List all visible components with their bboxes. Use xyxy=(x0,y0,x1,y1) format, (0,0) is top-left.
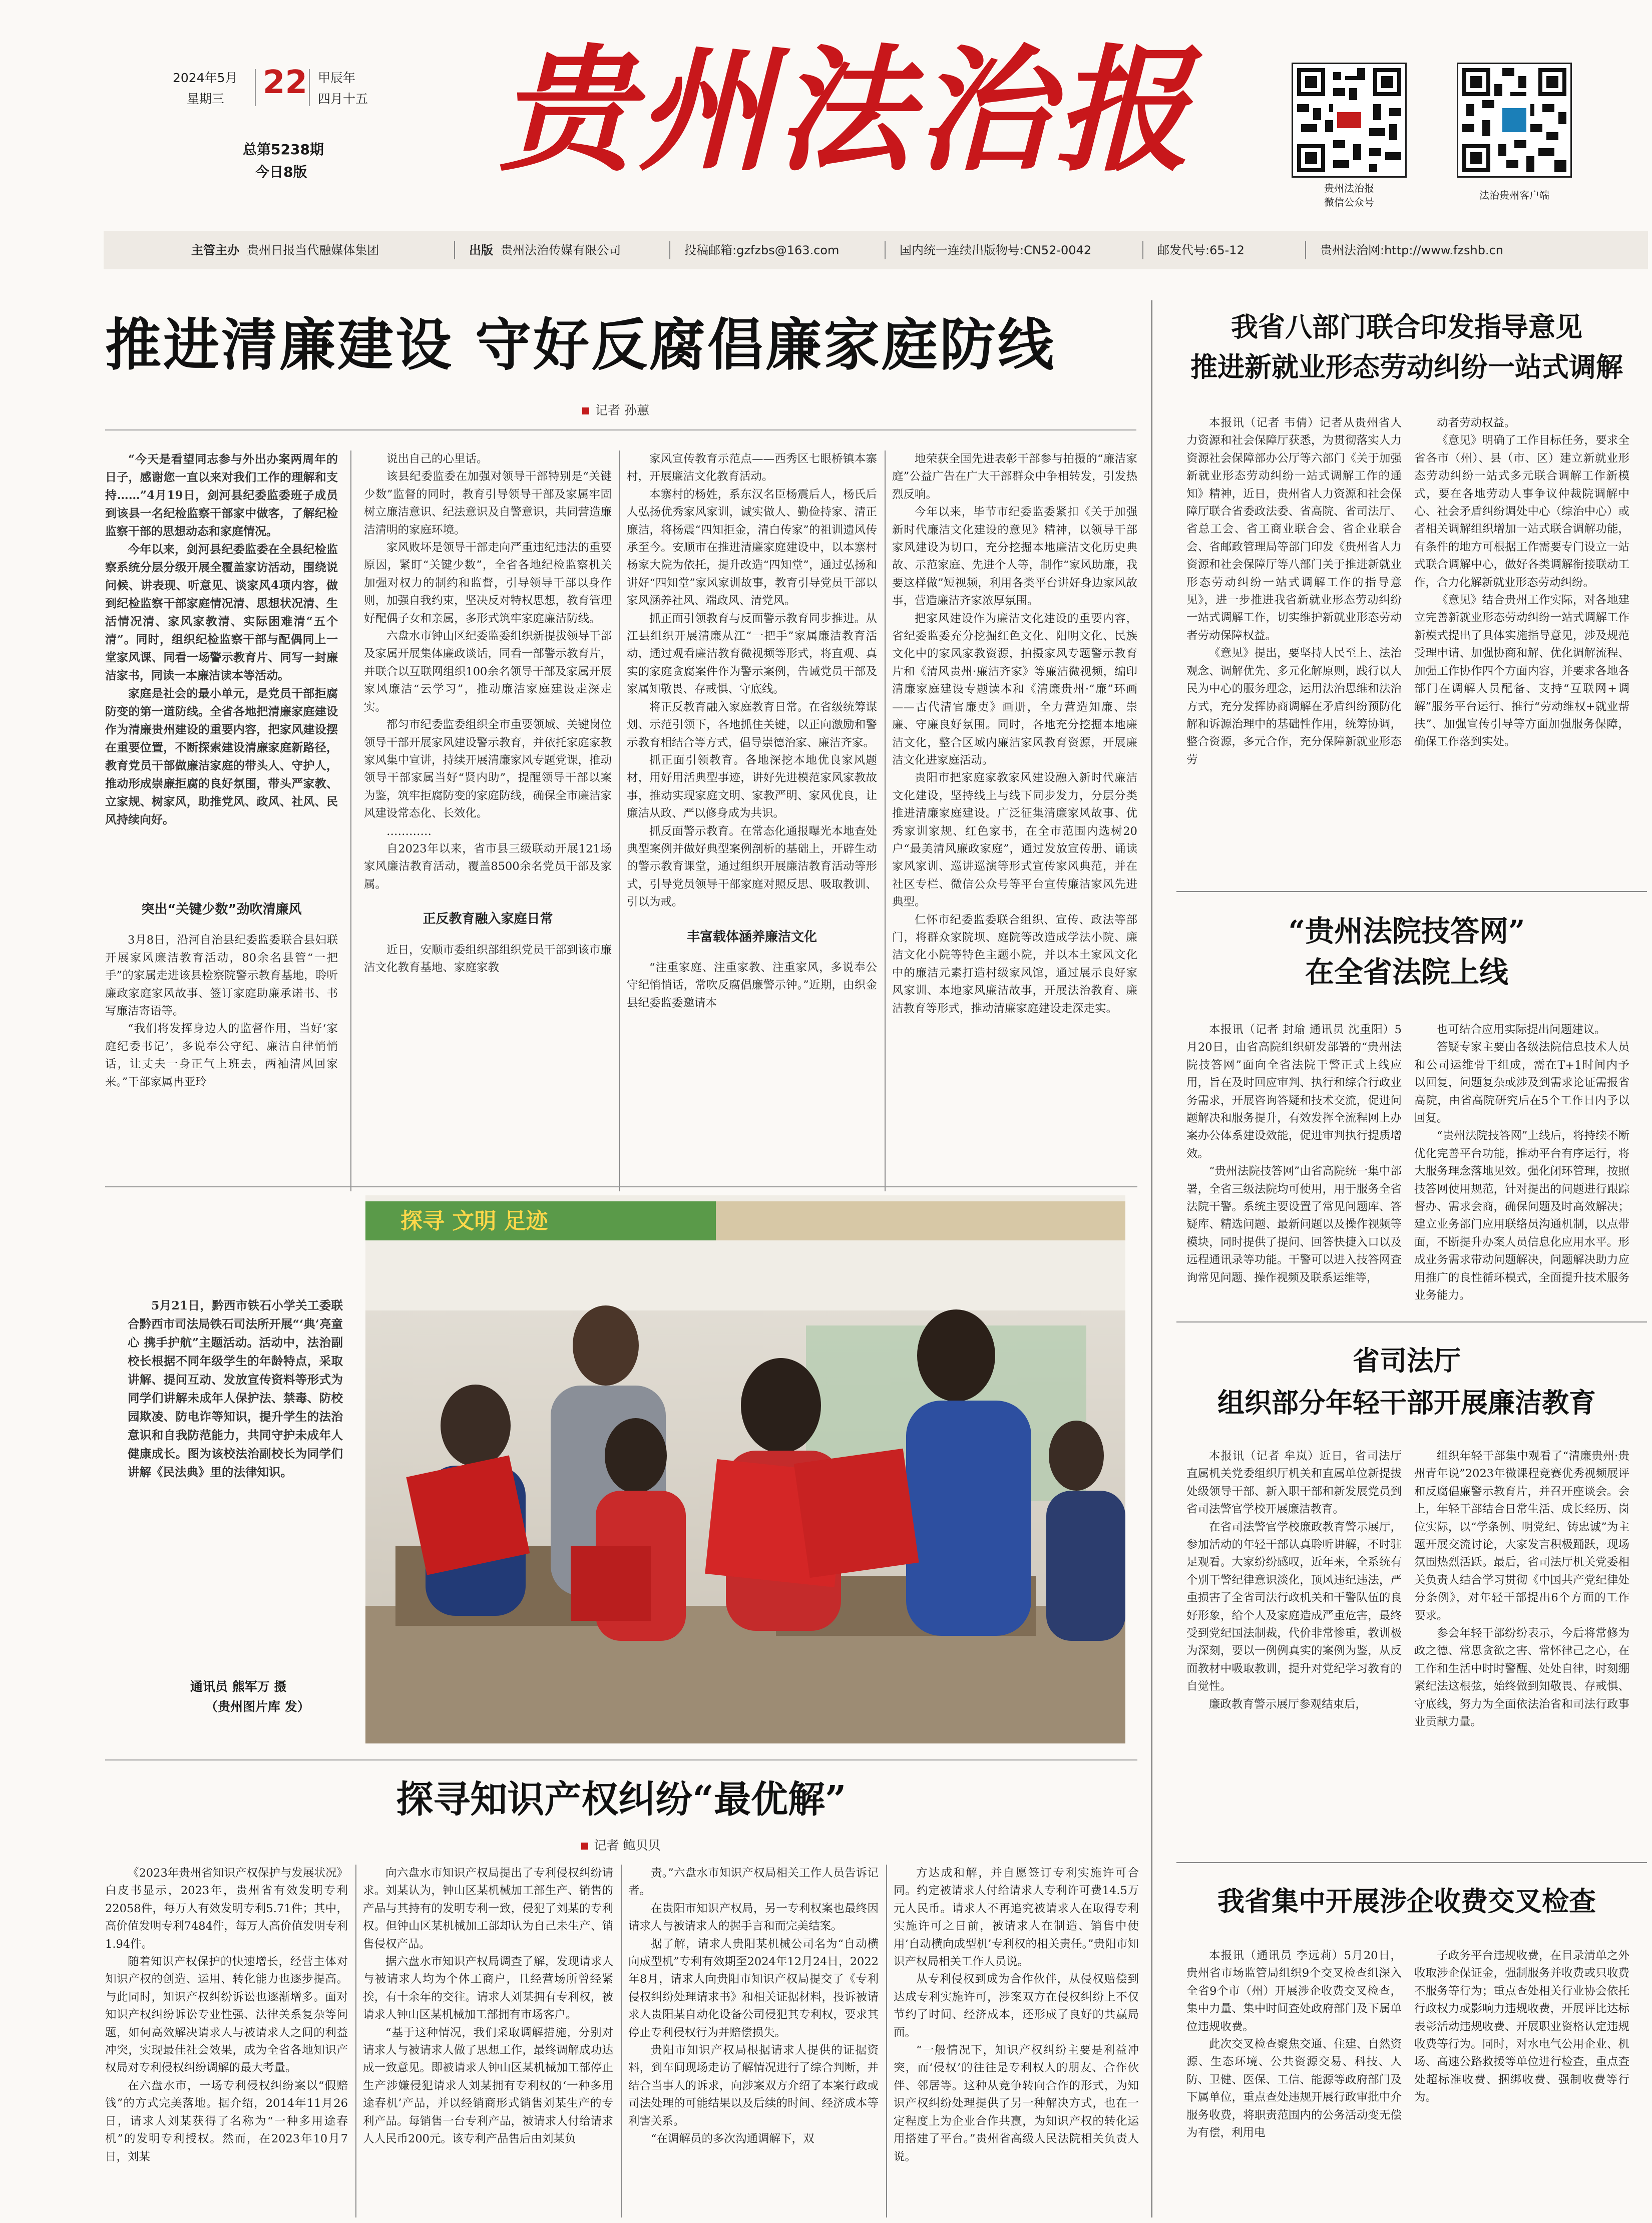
ip-headline: 探寻知识产权纠纷“最优解” xyxy=(396,1778,847,1821)
photo-credit: 通讯员 熊军万 摄 xyxy=(190,1679,287,1694)
ip-byline: 记者 鲍贝贝 xyxy=(546,1836,696,1854)
qr-caption-app: 法治贵州客户端 xyxy=(1479,189,1549,201)
lead-intro: “今天是看望同志参与外出办案两周年的日子，感谢您一直以来对我们工作的理解和支持……”4月19日，剑河县纪委监委班子成员到该县一名纪检监察干部家中做客，了解纪检监察干部的思想动态和家庭情况。 今年以来，剑河县纪委监委在全县纪检监察系统分层分级开展全覆盖家访活动，围绕说问候、讲表现、听意见、谈家风4项内容，做到纪检监察干部家庭情况清、思想状况清、生活情况清、家风家教清、实际困难清“五个清”。同时，组织纪检监察干部与配偶同上一堂家风课、同看一场警示教育片、同写一封廉洁家书，同读一本廉洁读本等活动。 家庭是社会的最小单元，是党员干部拒腐防变的第一道防线。全省各地把清廉家庭建设作为清廉贵州建设的重要内容，把家风建设摆在重要位置，不断探索建设清廉家庭新路径，教育党员干部做廉洁家庭的带头人、守护人，推动形成崇廉拒腐的良好氛围，带头严家教、立家规、树家风，助推党风、政风、社风、民风持续向好。 xyxy=(105,453,338,826)
qr-caption-name: 贵州法治报 xyxy=(1324,182,1374,194)
right3-headline-1: 省司法厅 xyxy=(1353,1345,1461,1377)
lead-subhead-2: 正反教育融入家庭日常 xyxy=(423,912,553,927)
info-bar xyxy=(104,231,1648,269)
lead-col3: 家风宣传教育示范点——西秀区七眼桥镇本寨村，开展廉洁文化教育活动。 本寨村的杨姓，系东汉名臣杨震后人，杨氏后人弘扬优秀家风家训，诚实做人、勤俭持家、清正廉洁，将杨震“四知拒金，清白传家”的祖训遗风传承至今。安顺市在推进清廉家庭建设中，以本寨村杨家大院为依托，提升改造“四知堂”，通过弘扬和讲好“四知堂”家风家训故事，教育引导党员干部以家风涵养社风、端政风、清党风。 抓正面引领教育与反面警示教育同步推进。从江县组织开展清廉从江“一把手”家属廉洁教育活动，通过观看廉洁教育微视频等形式，将直观、真实的家庭贪腐案件作为警示案例，告诫党员干部及家属知敬畏、存戒惧、守底线。 将正反教育融入家庭教育日常。在省级统筹谋划、示范引领下，各地抓住关键，以正向激励和警示教育相结合等方式，倡导崇德治家、廉洁齐家。 抓正面引领教育。各地深挖本地优良家风题材，用好用活典型事迹，讲好先进模范家风家教故事，推动实现家庭文明、家教严明、家风优良，让廉洁从政、严以修身成为共识。 抓反面警示教育。在常态化通报曝光本地查处典型案例并做好典型案例剖析的基础上，开辟生动的警示教育课堂，通过组织开展廉洁教育活动等形式，引导党员领导干部家庭对照反思、吸取教训、引以为戒。 丰富载体涵养廉洁文化 “注重家庭、注重家教、注重家风，多说奉公守纪悄悄话，常吹反腐倡廉警示钟。”近期，由织金县纪委监委邀请本 xyxy=(627,453,877,1010)
web-label: 贵州法治网: xyxy=(1320,243,1385,257)
lead-headline: 推进清廉建设 守好反腐倡廉家庭防线 xyxy=(105,313,1056,378)
email-label: 投稿邮箱: xyxy=(684,243,737,257)
publisher-label: 出版 xyxy=(469,243,493,257)
ip-col3: 责。”六盘水市知识产权局相关工作人员告诉记者。 在贵阳市知识产权局，另一专利权案也最终因请求人与被请求人的握手言和而完美结案。 据了解，请求人贵阳某机械公司名为“自动横向成型机”专利有效期至2024年12月24日，2022年8月，请求人向贵阳市知识产权局提交了《专利侵权纠纷处理请求书》和相关证据材料，投诉被请求人贵阳某自动化设备公司侵犯其专利权，要求其停止专利侵权行为并赔偿损失。 贵阳市知识产权局根据请求人提供的证据资料，到车间现场走访了解情况进行了综合判断，并结合当事人的诉求，向涉案双方介绍了本案行政或司法处理的可能结果以及后续的时间、经济成本等利害关系。 “在调解员的多次沟通调解下，双 xyxy=(628,1867,879,2146)
email-value[interactable]: gzfzbs@163.com xyxy=(736,243,840,257)
newspaper-title: 贵州法治报 xyxy=(498,31,1194,190)
lunar-date: 四月十五 xyxy=(318,92,368,106)
lead-subhead-3: 丰富载体涵养廉洁文化 xyxy=(686,929,817,945)
lead-col2: 说出自己的心里话。 该县纪委监委在加强对领导干部特别是“关键少数”监督的同时，教育引导领导干部及家属牢固树立廉洁意识、纪法意识及自警意识，共同营造廉洁清明的家庭环境。 家风败坏是领导干部走向严重违纪违法的重要原因，紧盯“关键少数”，全省各地纪检监察机关加强对权力的制约和监督，引导领导干部以身作则，加强自我约束，坚决反对特权思想，教育管理好配偶子女和亲属，多形式筑牢家庭廉洁防线。 六盘水市钟山区纪委监委组织新提拔领导干部及家属开展集体廉政谈话，同看一部警示教育片，并联合以互联网组织100余名领导干部及家属开展家风廉洁“云学习”，推动廉洁家庭建设走深走实。 都匀市纪委监委组织全市重要领域、关键岗位领导干部开展家风建设警示教育，并依托家庭家教家风集中宣讲，持续开展清廉家风专题党课，推动领导干部家属当好“贤内助”，提醒领导干部以案为鉴，筑牢拒腐防变的家庭防线，确保全市廉洁家风建设常态化、长效化。 ………… 自2023年以来，省市县三级联动开展121场家风廉洁教育活动，覆盖8500余名党员干部及家属。 正反教育融入家庭日常 近日，安顺市委组织部组织党员干部到该市廉洁文化教育基地、家庭家教 xyxy=(364,453,612,974)
publisher-name: 贵州法治传媒有限公司 xyxy=(501,243,621,257)
qr-caption-wechat: 微信公众号 xyxy=(1324,196,1374,208)
right2-headline-2: 在全省法院上线 xyxy=(1305,955,1508,989)
right2-headline-1: “贵州法院技答网” xyxy=(1288,914,1525,948)
cn-label: 国内统一连续出版物号: xyxy=(900,243,1024,257)
cn-value: CN52-0042 xyxy=(1024,243,1092,257)
ip-col4: 方达成和解，并自愿签订专利实施许可合同。约定被请求人付给请求人专利许可费14.5万元人民币。请求人不再追究被请求人在取得专利实施许可之日前，被请求人在制造、销售中使用‘自动横向成型机’专利权的相关责任。”贵阳市知识产权局相关工作人员说。 从专利侵权到成为合作伙伴，从侵权赔偿到达成专利实施许可，涉案双方在侵权纠纷上不仅节约了时间、经济成本，还形成了良好的共赢局面。 “一般情况下，知识产权纠纷主要是利益冲突，而‘侵权’的往往是专利权人的朋友、合作伙伴、邻居等。这种从竞争转向合作的形式，为知识产权纠纷处理提供了另一种解决方式，也在一定程度上为企业合作共赢，为知识产权的转化运用搭建了平台。”贵州省高级人民法院相关负责人说。 xyxy=(894,1867,1139,2163)
post-value: 65-12 xyxy=(1209,243,1245,257)
sponsor-label: 主管主办 xyxy=(191,243,239,257)
right4-col1: 本报讯（通讯员 李远莉）5月20日，贵州省市场监管局组织9个交叉检查组深入全省9个市（州）开展涉企收费交叉检查，集中力量、集中时间查处政府部门及下属单位违规收费。 此次交叉检查聚焦交通、住建、自然资源、生态环境、公共资源交易、科技、人防、卫健、医保、工信、能源等政府部门及下属单位，重点查处违规开展行政审批中介服务收费，将职责范围内的公务活动变无偿为有偿，利用电 xyxy=(1186,1949,1402,2140)
right2-col1: 本报讯（记者 封瑜 通讯员 沈重阳）5月20日，由省高院组织研发部署的“贵州法院技答网”面向全省法院干警正式上线应用，旨在及时回应审判、执行和综合行政业务需求，开展咨询答疑和技术交流，促进问题解决和服务提升，有效发挥全流程网上办案办公体系建设效能，促进审判执行提质增效。 “贵州法院技答网”由省高院统一集中部署，全省三级法院均可使用，用于服务全省法院干警。系统主要设置了常见问题库、答疑库、精选问题、最新问题以及操作视频等模块，同时提供了提问、回答快捷入口以及远程通讯录等功能。干警可以进入技答网查询常见问题、操作视频及联系运维等， xyxy=(1186,1023,1402,1284)
date-weekday: 星期三 xyxy=(187,92,225,106)
classroom-photo-image xyxy=(365,1195,1125,1743)
page-count: 今日8版 xyxy=(255,164,307,180)
right1-headline-1: 我省八部门联合印发指导意见 xyxy=(1231,311,1582,343)
date-block xyxy=(173,65,378,125)
lead-subhead-1: 突出“关键少数”劲吹清廉风 xyxy=(141,902,302,917)
right1-col1: 本报讯（记者 韦倩）记者从贵州省人力资源和社会保障厅获悉，为贯彻落实人力资源社会保障部办公厅等六部门《关于加强新就业形态劳动纠纷一站式调解工作的通知》精神，近日，贵州省人力资源和社会保障厅联合省委政法委、省高院、省司法厅、省总工会、省工商业联合会、省企业联合会、省邮政管理局等部门印发《贵州省人力资源和社会保障厅等八部门关于推进新就业形态劳动纠纷一站式调解工作的指导意见》，进一步推进我省新就业形态劳动纠纷一站式调解工作，切实维护新就业形态劳动者劳动保障权益。 《意见》提出，要坚持人民至上、法治观念、调解优先、多元化解原则，践行以人民为中心的服务理念，运用法治思维和法治方式，充分发挥协商调解在矛盾纠纷预防化解和诉源治理中的基础性作用，统筹协调，整合资源，多元合作，充分保障新就业形态劳 xyxy=(1186,416,1402,766)
date-day: 22 xyxy=(263,64,308,101)
ip-col2: 向六盘水市知识产权局提出了专利侵权纠纷请求。刘某认为，钟山区某机械加工部生产、销售的产品与其持有的发明专利一致，侵犯了刘某的专利权。但钟山区某机械加工部却认为自己未生产、销售侵权产品。 据六盘水市知识产权局调查了解，发现请求人与被请求人均为个体工商户，且经营场所曾经紧挨，有十余年的交往。请求人刘某拥有专利权，被请求人钟山区某机械加工部拥有市场客户。 “基于这种情况，我们采取调解措施，分别对请求人与被请求人做了思想工作，最终调解成功达成一致意见。即被请求人钟山区某机械加工部停止生产涉嫌侵犯请求人刘某拥有专利权的‘一种多用途春机’产品，并以经销商形式销售刘某生产的专利产品。每销售一台专利产品，被请求人付给请求人人民币200元。该专利产品售后由刘某负 xyxy=(363,1867,613,2146)
right1-col2: 动者劳动权益。 《意见》明确了工作目标任务，要求全省各市（州）、县（市、区）建立新就业形态劳动纠纷一站式多元联合调解工作新模式，要在各地劳动人事争议仲裁院调解中心、社会矛盾纠纷调处中心（综治中心）或者相关调解组织增加一站式联合调解功能，有条件的地方可根据工作需要专门设立一站式联合调解中心，做好各类调解衔接联动工作，合力化解新就业形态劳动纠纷。 《意见》结合贵州工作实际，对各地建立完善新就业形态劳动纠纷一站式调解工作新模式提出了具体实施指导意见，涉及规范受理申请、加强协商和解、优化调解流程、加强工作协作四个方面内容，并要求各地各部门在调解人员配备、支持“互联网+调解”服务平台运行、推行“劳动维权+就业帮扶”、加强宣传引导等方面加强服务保障，确保工作落到实处。 xyxy=(1414,416,1629,749)
lead-col1: 突出“关键少数”劲吹清廉风 3月8日，沿河自治县纪委监委联合县妇联开展家风廉洁教育活动，80余名县管“一把手”的家属走进该县检察院警示教育基地，聆听廉政家庭家风故事、签订家庭助廉承诺书、书写廉洁寄语等。 “我们将发挥身边人的监督作用，当好‘家庭纪委书记’，多说奉公守纪、廉洁自律悄悄话，让丈夫一身正气上班去，两袖清风回家来。”干部家属冉亚玲 xyxy=(105,902,338,1089)
right3-headline-2: 组织部分年轻干部开展廉洁教育 xyxy=(1217,1387,1596,1419)
sponsor-name: 贵州日报当代融媒体集团 xyxy=(247,243,379,257)
date-year-month: 2024年5月 xyxy=(173,71,238,85)
lead-col4: 地荣获全国先进表彰干部参与拍摄的“廉洁家庭”公益广告在广大干部群众中争相转发，引发热烈反响。 今年以来，毕节市纪委监委紧扣《关于加强新时代廉洁文化建设的意见》精神，以领导干部家风建设为切口，充分挖掘本地廉洁文化历史典故、示范家庭、先进个人等，制作“家风助廉，我要这样做”短视频，利用各类平台讲好身边家风故事，营造廉洁齐家浓厚氛围。 把家风建设作为廉洁文化建设的重要内容，省纪委监委充分挖掘红色文化、阳明文化、民族文化中的家风家教资源，拍摄家风专题警示教育片和《清风贵州·廉洁齐家》等廉洁微视频，编印清廉家庭建设专题读本和《清廉贵州·“廉”环画——古代清官廉吏》画册，全力营造知廉、崇廉、守廉良好氛围。同时，各地充分挖掘本地廉洁文化，整合区域内廉洁家风教育资源，开展廉洁文化进家庭活动。 贵阳市把家庭家教家风建设融入新时代廉洁文化建设，坚持线上与线下同步发力，分层分类推进清廉家庭建设。广泛征集清廉家风故事、优秀家训家规、红色家书，在全市范围内选树20户“最美清风廉政家庭”，通过发放宣传册、诵读家风家训、巡讲巡演等形式宣传家风典范，并在社区专栏、微信公众号等平台宣传廉洁家风先进典型。 仁怀市纪委监委联合组织、宣传、政法等部门，将群众家院坝、庭院等改造成学法小院、廉洁文化小院等特色主题小院，并以本土家风文化中的廉洁元素打造村级家风馆，通过展示良好家风家训、本地家风廉洁故事，开展法治教育、廉洁教育等形式，推动清廉家庭建设走深走实。 xyxy=(892,453,1137,1015)
right4-col2: 子政务平台违规收费，在目录清单之外收取涉企保证金，强制服务并收费或只收费不服务等行为；重点查处相关行业协会依托行政权力或影响力违规收费，开展评比达标表彰活动违规收费、开展职业资格认定违规收费等行为。同时，对水电气公用企业、机场、高速公路救援等单位进行检查，重点查处超标准收费、捆绑收费、强制收费等行为。 xyxy=(1414,1949,1629,2104)
lead-byline: 记者 孙蕙 xyxy=(541,400,691,418)
right2-col2: 也可结合应用实际提出问题建议。 答疑专家主要由各级法院信息技术人员和公司运维骨干组成，需在T+1时间内予以回复，问题复杂或涉及到需求论证需报省高院，由省高院研究后在5个工作日内予以回复。 “贵州法院技答网”上线后，将持续不断优化完善平台功能，推动平台有序运行，将大服务理念落地见效。强化闭环管理，按照技答网使用规范，针对提出的问题进行跟踪督办、需求会商，确保问题及时高效解决；建立业务部门应用联络员沟通机制，以点带面，不断提升办案人员信息化应用水平。形成业务需求带动问题解决，问题解决助力应用推广的良性循环模式，全面提升技术服务业务能力。 xyxy=(1414,1023,1629,1302)
post-label: 邮发代号: xyxy=(1157,243,1210,257)
lunar-year: 甲辰年 xyxy=(318,71,356,85)
right4-headline: 我省集中开展涉企收费交叉检查 xyxy=(1217,1885,1596,1917)
right3-col2: 组织年轻干部集中观看了“清廉贵州·贵州青年说”2023年微课程竞赛优秀视频展评和反腐倡廉警示教育片，并召开座谈会。会上，年轻干部结合日常生活、成长经历、岗位实际，以“学条例、明党纪、铸忠诚”为主题开展交流讨论，大家发言积极踊跃，现场氛围热烈活跃。最后，省司法厅机关党委相关负责人结合学习贯彻《中国共产党纪律处分条例》，对年轻干部提出6个方面的工作要求。 参会年轻干部纷纷表示，今后将常修为政之德、常思贪欲之害、常怀律己之心，在工作和生活中时时警醒、处处自律，时刻绷紧纪法这根弦，始终做到知敬畏、存戒惧、守底线，努力为全面依法治省和司法行政事业贡献力量。 xyxy=(1414,1450,1629,1729)
photo-caption: 5月21日，黔西市铁石小学关工委联合黔西市司法局铁石司法所开展“‘典’亮童心 携手护航”主题活动。活动中，法治副校长根据不同年级学生的年龄特点，采取讲解、提问互动、发放宣传资料等形式为同学们讲解未成年人保护法、禁毒、防校园欺凌、防电诈等知识，提升学生的法治意识和自我防范能力，共同守护未成年人健康成长。图为该校法治副校长为同学们讲解《民法典》里的法律知识。 xyxy=(128,1298,343,1479)
qr-icon xyxy=(1458,64,1570,176)
banner-text: 探寻 文明 足迹 xyxy=(400,1208,548,1234)
issue-number: 总第5238期 xyxy=(243,141,324,158)
right3-col1: 本报讯（记者 牟岚）近日，省司法厅直属机关党委组织厅机关和直属单位新提拔处级领导干部、新入职干部和新发展党员到省司法警官学校开展廉洁教育。 在省司法警官学校廉政教育警示展厅，参加活动的年轻干部认真聆听讲解，不时驻足观看。大家纷纷感叹，近年来，全系统有个别干警纪律意识淡化，顶风违纪违法，严重损害了全省司法行政机关和干警队伍的良好形象，给个人及家庭造成严重危害，最终受到党纪国法制裁，代价非常惨重，教训极为深刻，要以一例例真实的案例为鉴，从反面教材中吸取教训，提升对党纪学习教育的自觉性。 廉政教育警示展厅参观结束后， xyxy=(1186,1450,1402,1711)
news-photo xyxy=(365,1195,1125,1743)
right1-headline-2: 推进新就业形态劳动纠纷一站式调解 xyxy=(1190,351,1623,383)
qr-icon xyxy=(1293,64,1405,176)
ip-col1: 《2023年贵州省知识产权保护与发展状况》白皮书显示，2023年，贵州省有效发明专利22058件，每万人有效发明专利5.71件；其中，高价值发明专利7484件，每万人高价值发明专利1.94件。 随着知识产权保护的快速增长，经营主体对知识产权的创造、运用、转化能力也逐步提高。与此同时，知识产权纠纷诉讼也逐渐增多。面对知识产权纠纷诉讼专业性强、法律关系复杂等问题，如何高效解决请求人与被请求人之间的利益冲突，实现最佳社会效果，成为全省各地知识产权局对专利侵权纠纷调解的最大考量。 在六盘水市，一场专利侵权纠纷案以“假赔钱”的方式完美落地。据介绍，2014年11月26日，请求人刘某获得了名称为“一种多用途春机”的发明专利授权。然而，在2023年10月7日，刘某 xyxy=(105,1867,348,2163)
photo-credit-source: （贵州图片库 发） xyxy=(205,1699,310,1714)
qr-code-app[interactable] xyxy=(1457,63,1572,178)
qr-code-wechat[interactable] xyxy=(1292,63,1407,178)
web-link[interactable]: http://www.fzshb.cn xyxy=(1384,243,1503,257)
